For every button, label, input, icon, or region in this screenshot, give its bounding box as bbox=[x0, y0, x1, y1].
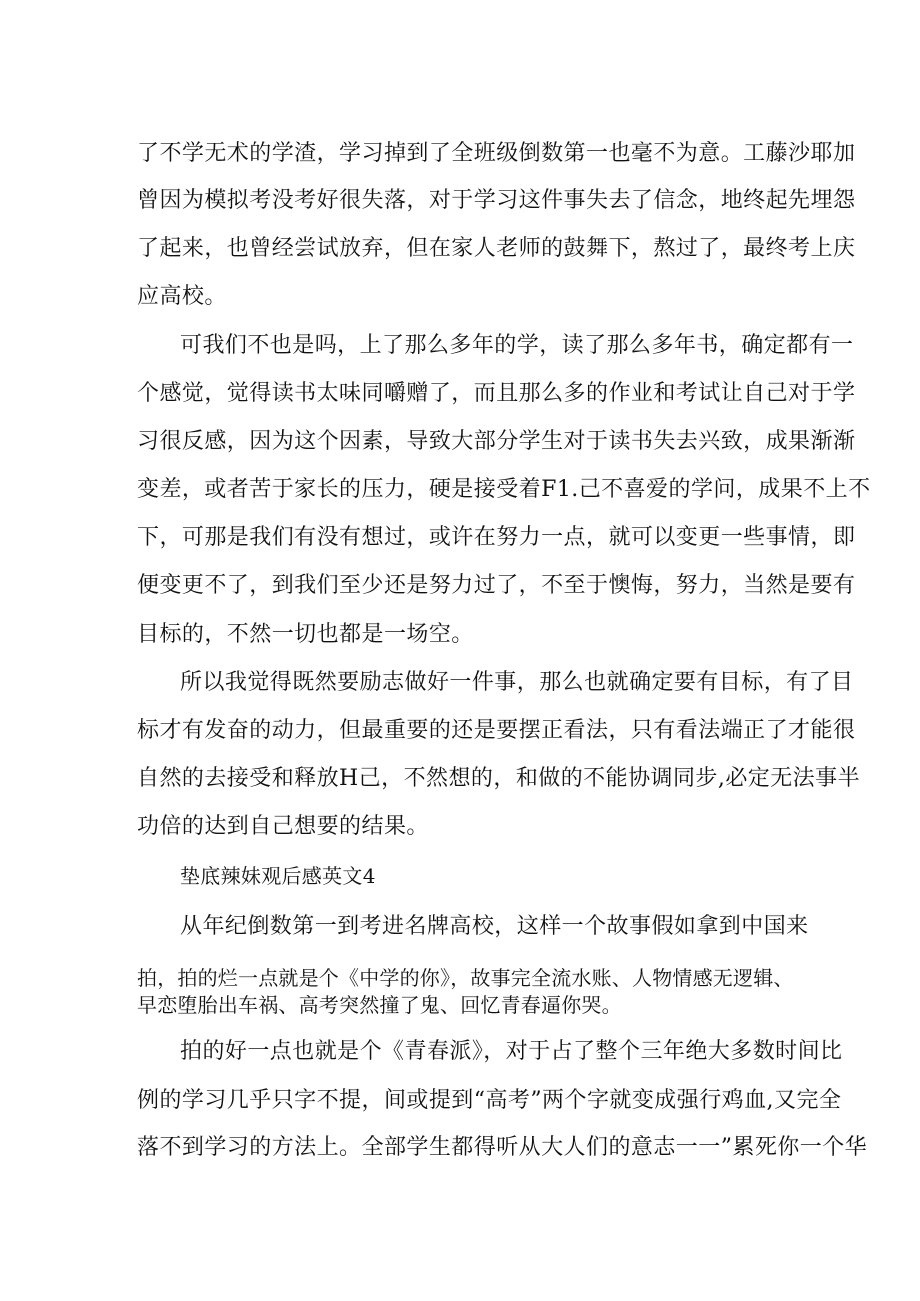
paragraph-3-line-2: 标才有发奋的动力，但最重要的还是要摆正看法，只有看法端正了才能很 bbox=[137, 718, 856, 743]
paragraph-2-line-1: 可我们不也是吗，上了那么多年的学，读了那么多年书，确定都有一 bbox=[180, 333, 854, 358]
paragraph-5-line-3: 落不到学习的方法上。全部学生都得听从大人们的意志一一”累死你一个华 bbox=[137, 1135, 868, 1160]
paragraph-1-line-4: 应高校。 bbox=[137, 284, 227, 309]
paragraph-5-line-2: 例的学习几乎只字不提，间或提到“高考”两个字就变成强行鸡血,又完全 bbox=[137, 1088, 842, 1113]
paragraph-2-line-7: 目标的，不然一切也都是一场空。 bbox=[137, 622, 474, 647]
paragraph-2-line-4: 变差，或者苦于家长的压力，硬是接受着F1.己不喜爱的学问，成果不上不 bbox=[137, 477, 871, 502]
paragraph-3-line-4: 功倍的达到自己想要的结果。 bbox=[137, 814, 429, 839]
paragraph-2-line-6: 便变更不了，到我们至少还是努力过了，不至于懊悔，努力，当然是要有 bbox=[137, 573, 856, 598]
paragraph-1-line-1: 了不学无术的学渣，学习掉到了全班级倒数第一也毫不为意。工藤沙耶加 bbox=[137, 141, 856, 166]
paragraph-2-line-5: 下，可那是我们有没有想过，或许在努力一点，就可以变更一些事情，即 bbox=[137, 525, 856, 550]
paragraph-3-line-1: 所以我觉得既然要励志做好一件事，那么也就确定要有目标，有了目 bbox=[180, 670, 854, 695]
paragraph-2-line-2: 个感觉，觉得读书太味同嚼赠了，而且那么多的作业和考试让自己对于学 bbox=[137, 381, 856, 406]
paragraph-5-line-1: 拍的好一点也就是个《青春派》，对于占了整个三年绝大多数时间比 bbox=[180, 1039, 843, 1064]
paragraph-1-line-2: 曾因为模拟考没考好很失落，对于学习这件事失去了信念，地终起先埋怨 bbox=[137, 188, 856, 213]
paragraph-1-line-3: 了起来，也曾经尝试放弃，但在家人老师的鼓舞下，熬过了，最终考上庆 bbox=[137, 236, 856, 261]
paragraph-3-line-3: 自然的去接受和释放H己，不然想的，和做的不能协调同步,必定无法事半 bbox=[137, 766, 861, 791]
paragraph-4-line-1: 从年纪倒数第一到考进名牌高校，这样一个故事假如拿到中国来 bbox=[180, 914, 809, 939]
section-heading: 垫底辣妹观后感英文4 bbox=[180, 864, 376, 888]
paragraph-2-line-3: 习很反感，因为这个因素，导致大部分学生对于读书失去兴致，成果渐渐 bbox=[137, 429, 856, 454]
paragraph-4-line-2: 拍，拍的烂一点就是个《中学的你》，故事完全流水账、人物情感无逻辑、 bbox=[137, 966, 794, 990]
paragraph-4-line-3: 早恋堕胎出车祸、高考突然撞了鬼、回忆青春逼你哭。 bbox=[137, 993, 622, 1017]
